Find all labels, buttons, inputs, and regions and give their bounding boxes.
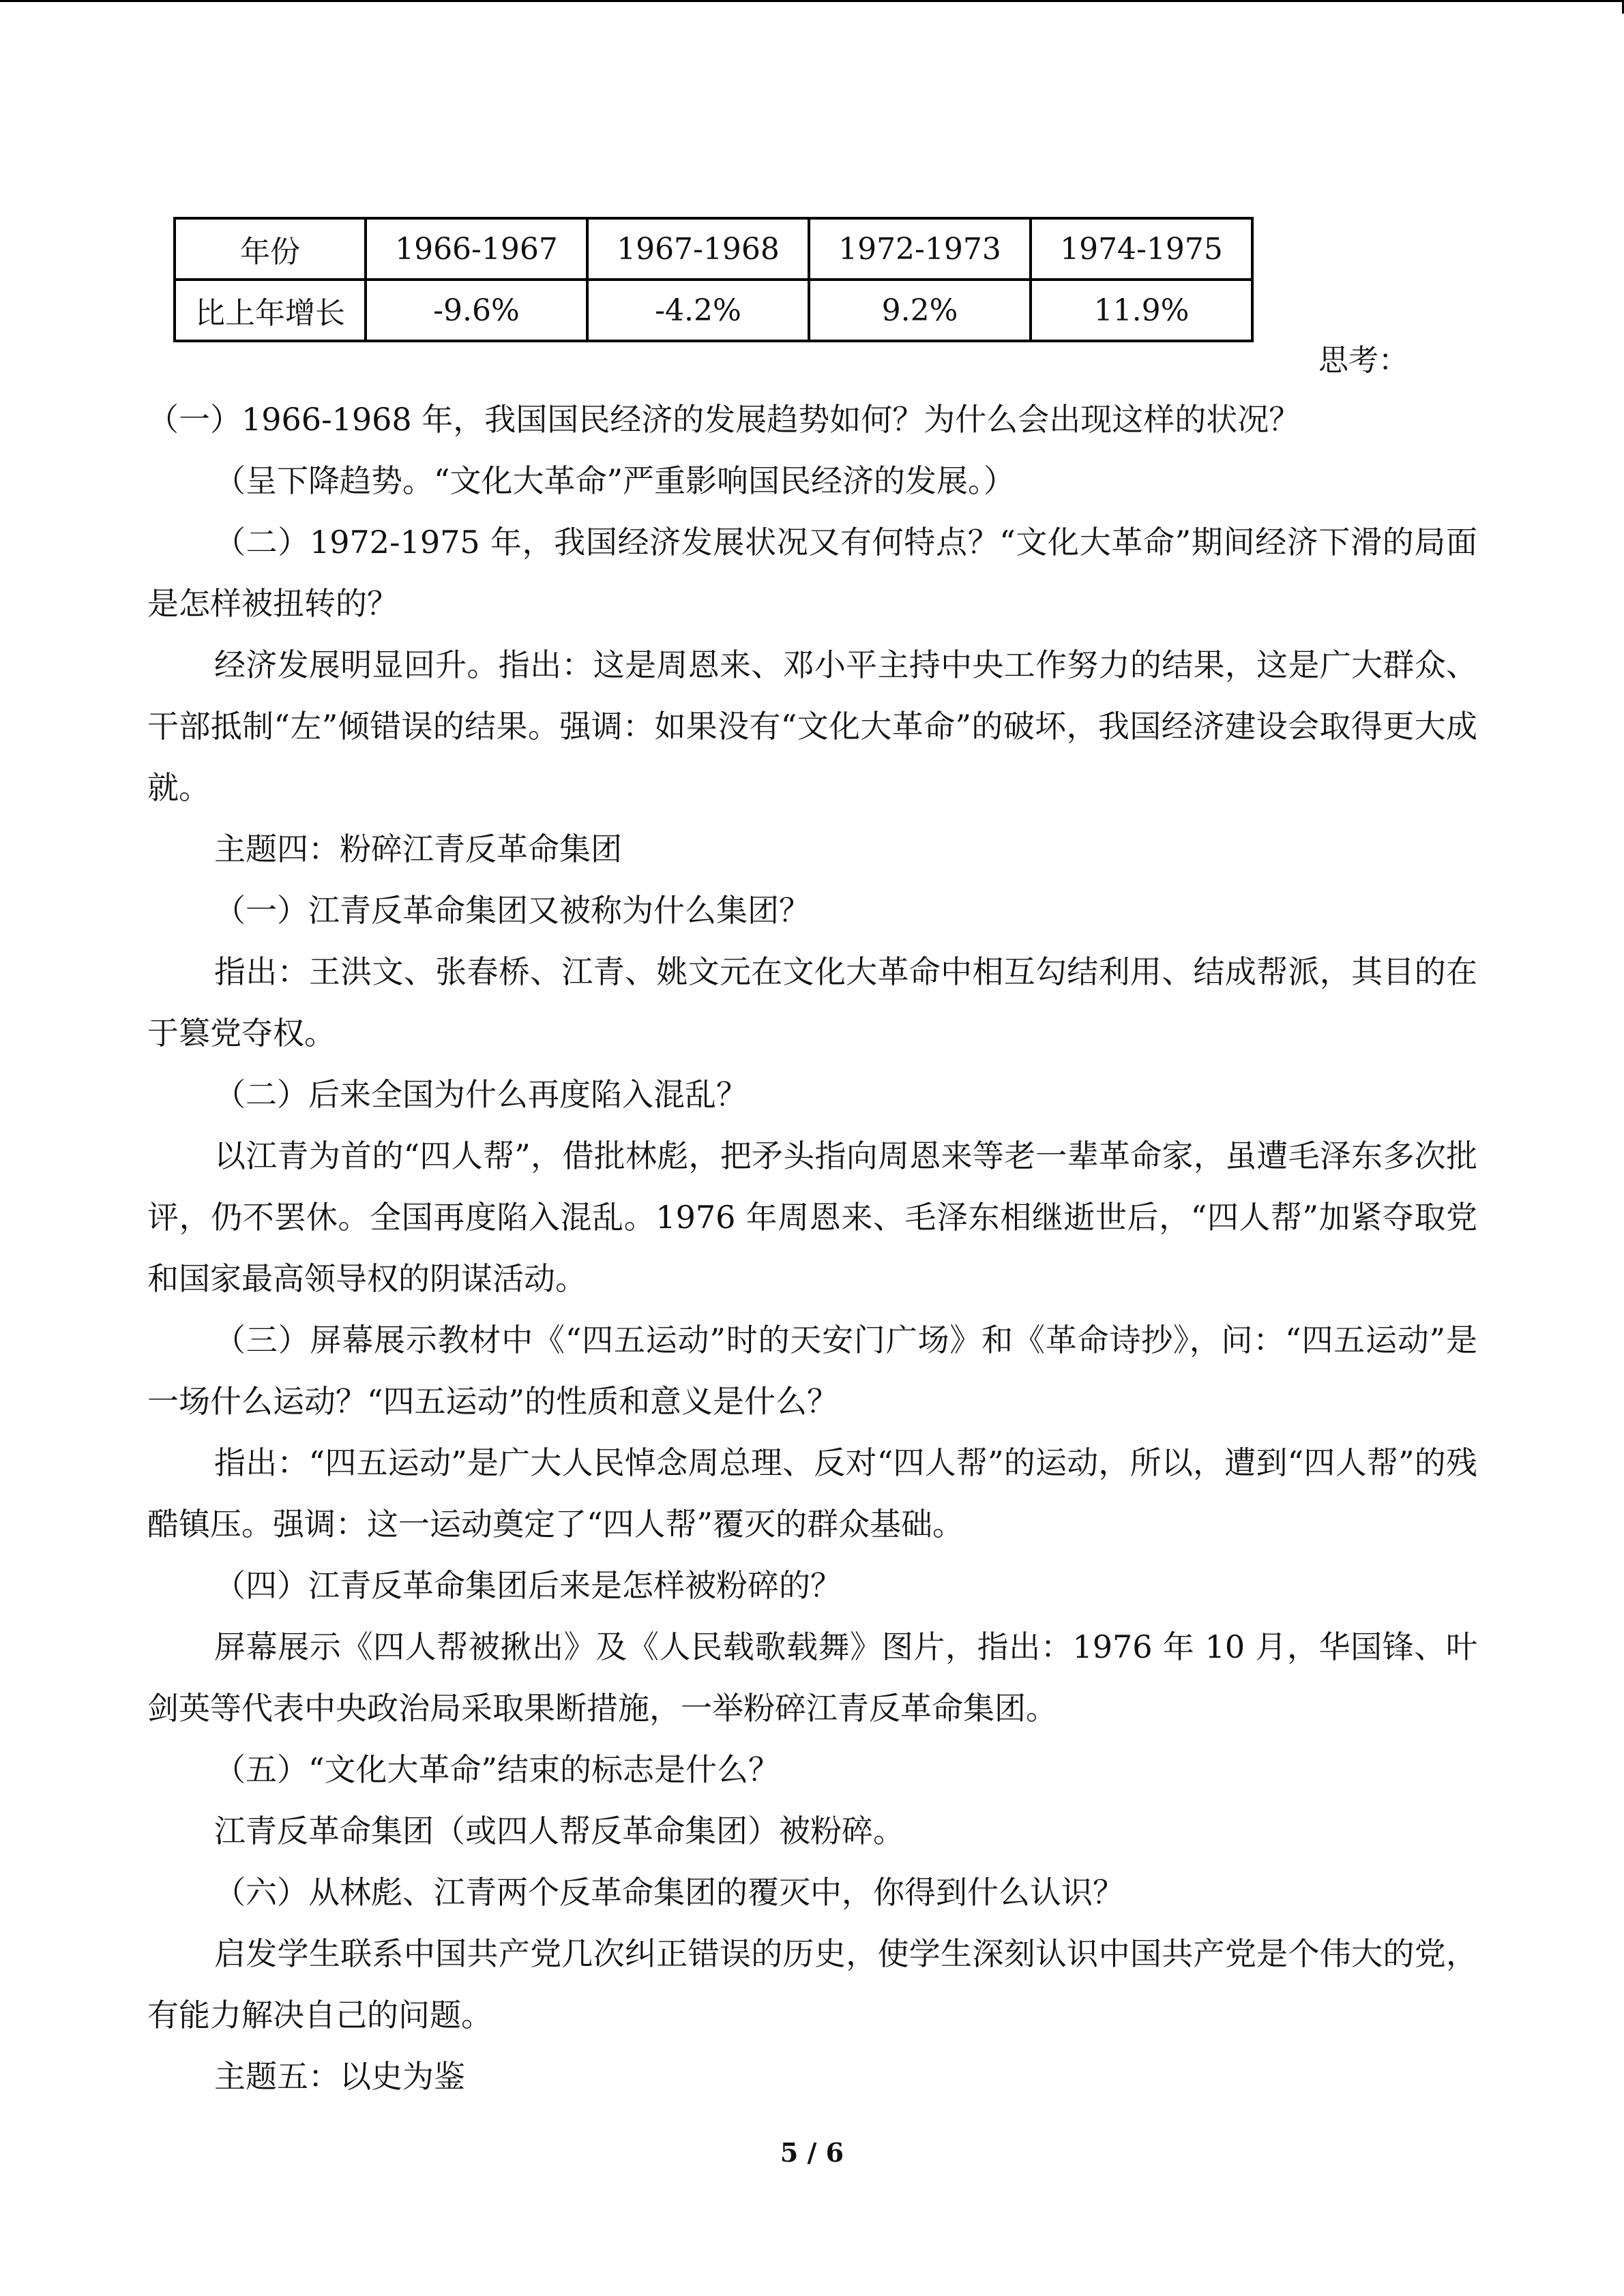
growth-table xyxy=(173,217,1254,342)
table-header-label: 年份 xyxy=(175,218,366,280)
body-text xyxy=(147,389,1477,2107)
table-year-cell: 1966-1967 xyxy=(366,218,587,280)
question-paragraph: （六）从林彪、江青两个反革命集团的覆灭中，你得到什么认识？ xyxy=(214,1874,1124,1911)
sikao-label: 思考： xyxy=(1318,343,1408,378)
table-growth-cell: -9.6% xyxy=(366,280,587,341)
page-border-top xyxy=(0,0,1624,2)
question-paragraph: （二）1972-1975 年，我国经济发展状况又有何特点？“文化大革命”期间经济下滑的局面是怎样被扭转的？ xyxy=(147,524,1477,622)
section-heading: 主题五：以史为鉴 xyxy=(214,2058,465,2095)
question-paragraph: （四）江青反革命集团后来是怎样被粉碎的？ xyxy=(214,1567,842,1604)
answer-paragraph: 江青反革命集团（或四人帮反革命集团）被粉碎。 xyxy=(214,1813,904,1849)
table-row-label: 比上年增长 xyxy=(175,280,366,341)
question-paragraph: （五）“文化大革命”结束的标志是什么？ xyxy=(214,1751,780,1788)
question-paragraph: （一）江青反革命集团又被称为什么集团？ xyxy=(214,892,810,929)
answer-paragraph: （呈下降趋势。“文化大革命”严重影响国民经济的发展。） xyxy=(214,462,1016,499)
table-growth-cell: 11.9% xyxy=(1031,280,1252,341)
table-year-cell: 1967-1968 xyxy=(587,218,809,280)
table-growth-cell: 9.2% xyxy=(809,280,1031,341)
answer-paragraph: 指出：王洪文、张春桥、江青、姚文元在文化大革命中相互勾结利用、结成帮派，其目的在于篡党夺权。 xyxy=(147,953,1477,1052)
page-number: 5 / 6 xyxy=(780,2137,844,2168)
table-row xyxy=(175,280,1252,341)
question-paragraph: （二）后来全国为什么再度陷入混乱？ xyxy=(214,1076,748,1113)
question-paragraph: （一）1966-1968 年，我国国民经济的发展趋势如何？为什么会出现这样的状况？ xyxy=(147,401,1301,438)
answer-paragraph: 以江青为首的“四人帮”，借批林彪，把矛头指向周恩来等老一辈革命家，虽遭毛泽东多次批评，仍不罢休。全国再度陷入混乱。1976 年周恩来、毛泽东相继逝世后，“四人帮”加紧夺取党和国家最高领导权的阴谋活动。 xyxy=(147,1137,1477,1297)
table-year-cell: 1974-1975 xyxy=(1031,218,1252,280)
table-growth-cell: -4.2% xyxy=(587,280,809,341)
answer-paragraph: 经济发展明显回升。指出：这是周恩来、邓小平主持中央工作努力的结果，这是广大群众、干部抵制“左”倾错误的结果。强调：如果没有“文化大革命”的破坏，我国经济建设会取得更大成就。 xyxy=(147,646,1477,806)
table-year-cell: 1972-1973 xyxy=(809,218,1031,280)
answer-paragraph: 指出：“四五运动”是广大人民悼念周总理、反对“四人帮”的运动，所以，遭到“四人帮”的残酷镇压。强调：这一运动奠定了“四人帮”覆灭的群众基础。 xyxy=(147,1444,1477,1542)
answer-paragraph: 屏幕展示《四人帮被揪出》及《人民载歌载舞》图片，指出：1976 年 10 月，华国锋、叶剑英等代表中央政治局采取果断措施，一举粉碎江青反革命集团。 xyxy=(147,1628,1477,1727)
answer-paragraph: 启发学生联系中国共产党几次纠正错误的历史，使学生深刻认识中国共产党是个伟大的党，有能力解决自己的问题。 xyxy=(147,1935,1477,2033)
table-row xyxy=(175,218,1252,280)
question-paragraph: （三）屏幕展示教材中《“四五运动”时的天安门广场》和《革命诗抄》，问：“四五运动”是一场什么运动？“四五运动”的性质和意义是什么？ xyxy=(147,1322,1477,1420)
section-heading: 主题四：粉碎江青反革命集团 xyxy=(214,831,622,867)
